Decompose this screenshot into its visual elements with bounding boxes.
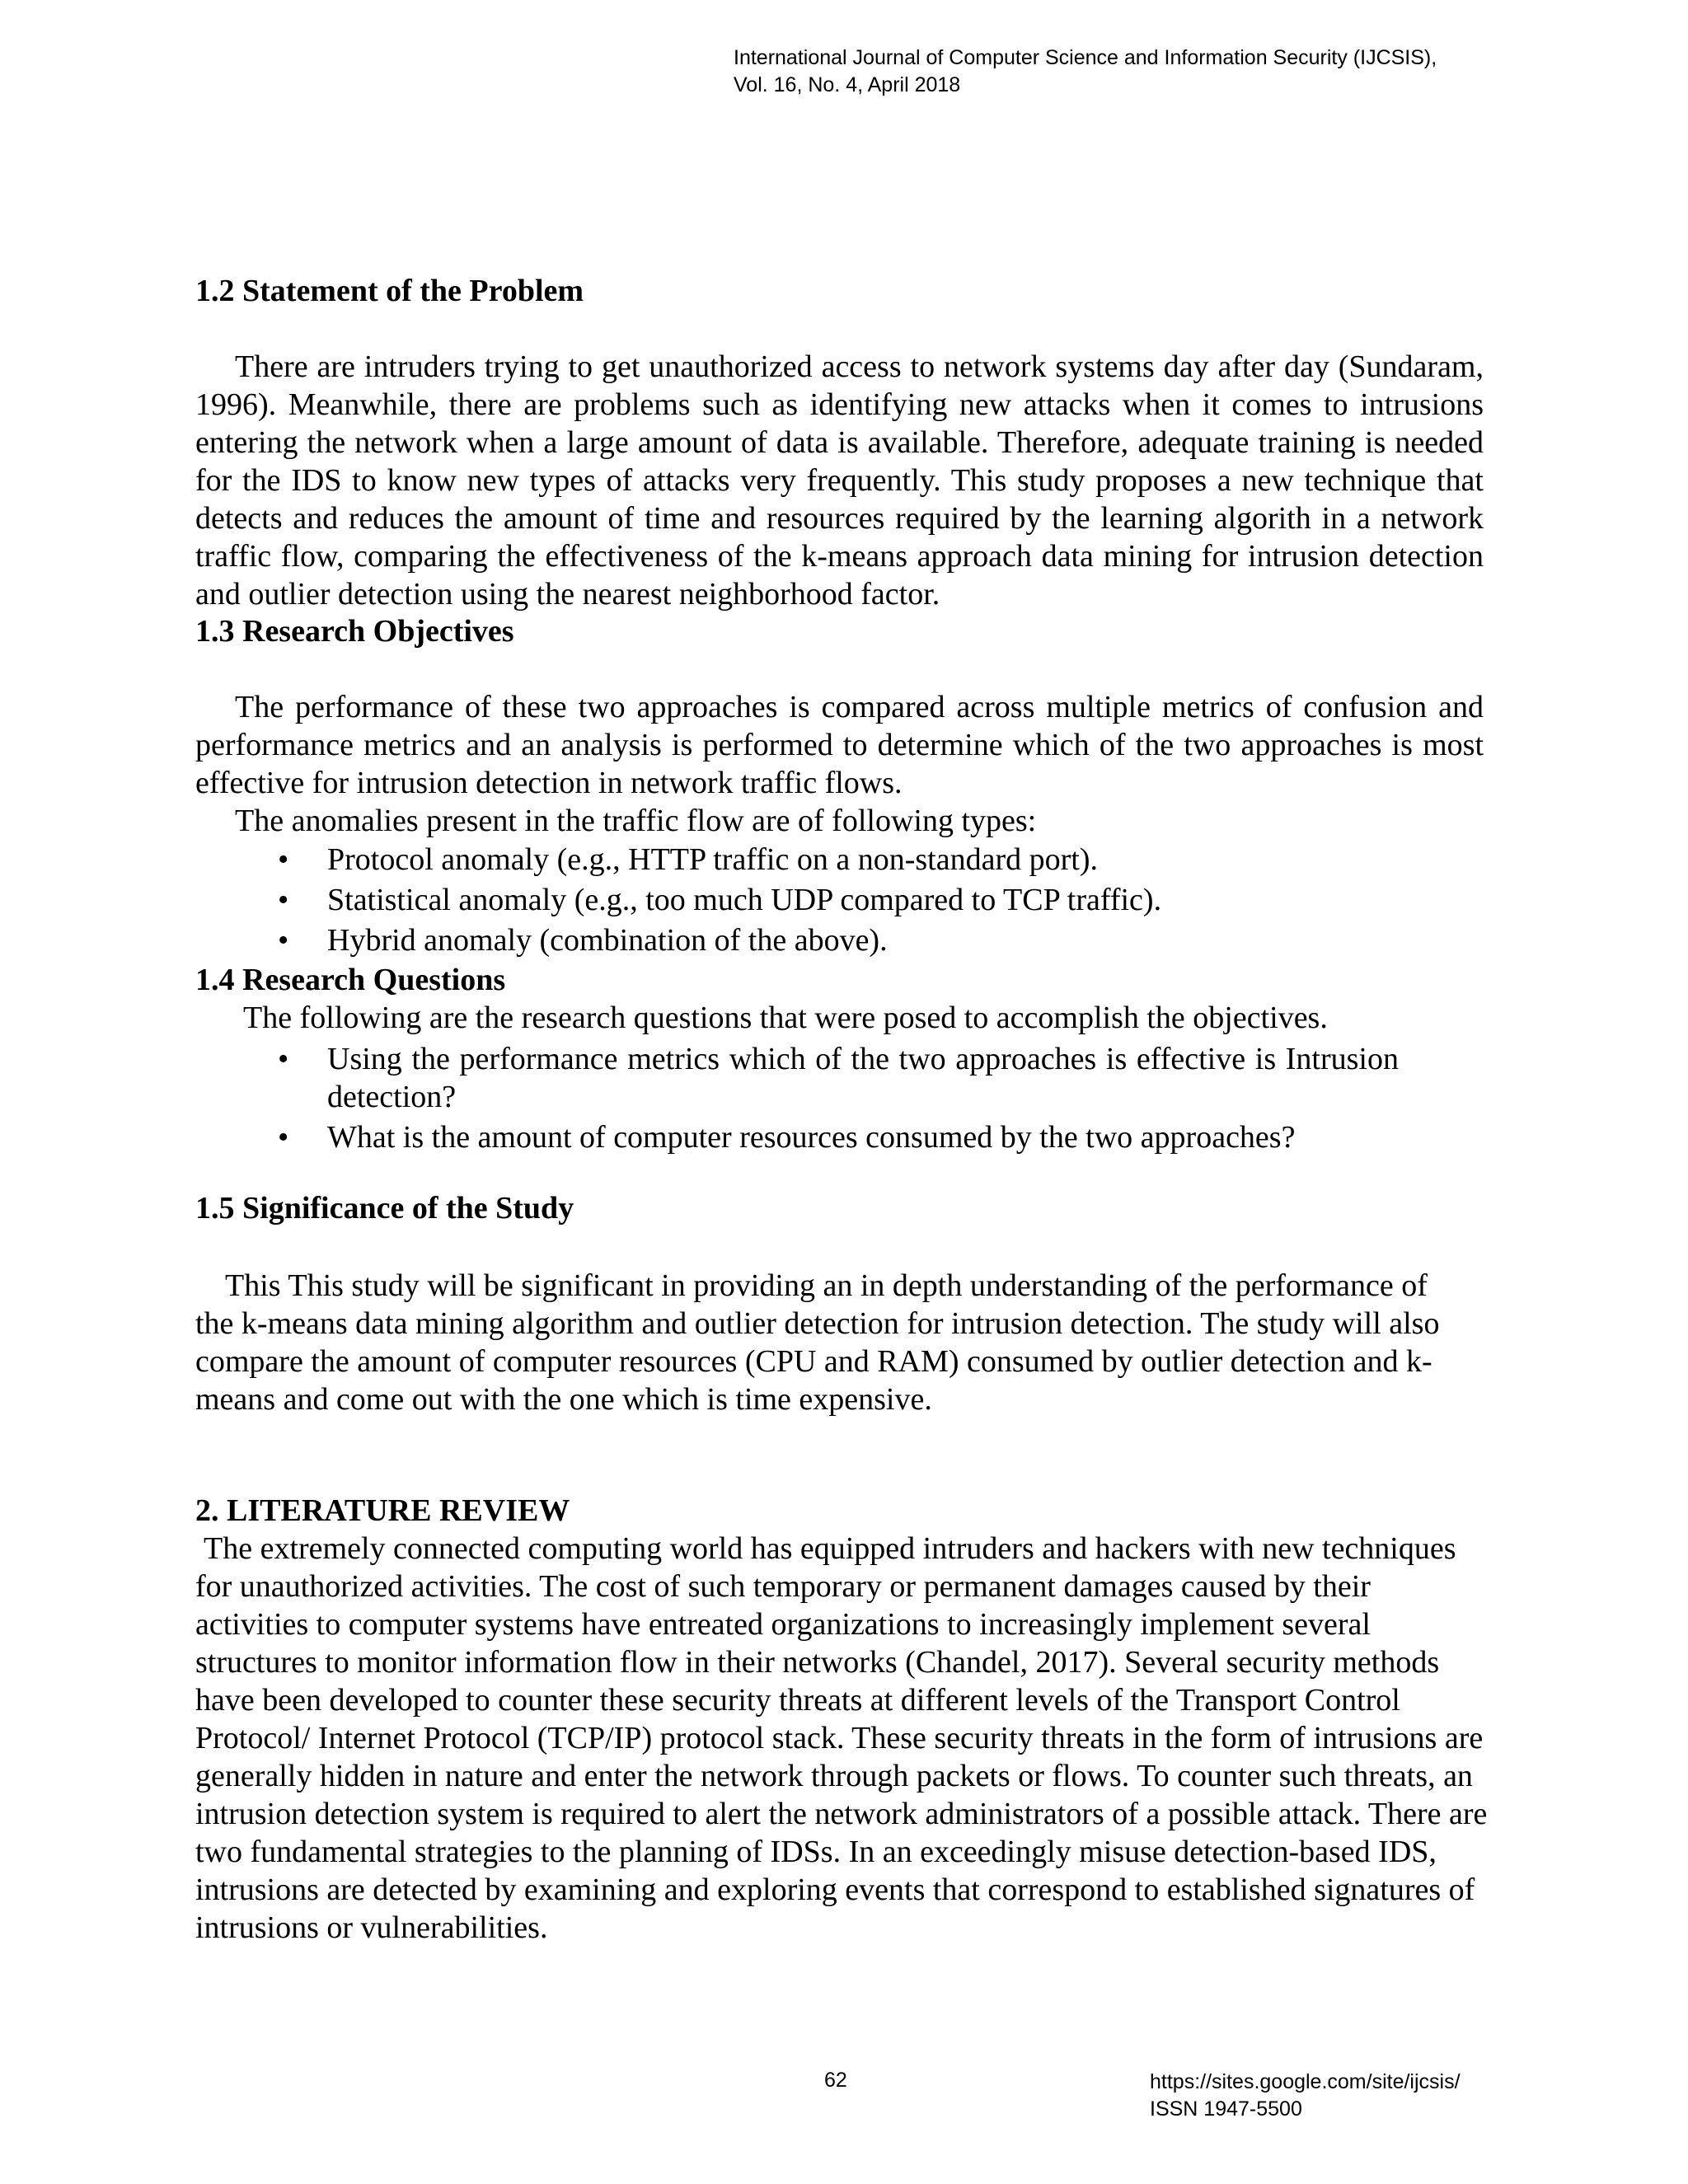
section-1-3-paragraph: The performance of these two approaches is compared across multiple metrics of confusion and performance metrics and an analysis is performed to determine which of the two approaches is most effective for intrusion detection in network traffic flows.	[195, 690, 1484, 800]
section-1-2-paragraph: There are intruders trying to get unauthorized access to network systems day after day (Sundaram, 1996). Meanwhile, there are problems such as identifying new attacks when it comes to intrusions entering the network when a large amount of data is available. Therefore, adequate training is needed for the IDS to know new types of attacks very frequently. This study proposes a new technique that detects and reduces the amount of time and resources required by the learning algorith in a network traffic flow, comparing the effectiveness of the k-means approach data mining for intrusion detection and outlier detection using the nearest neighborhood factor.	[195, 349, 1484, 612]
footer-issn: ISSN 1947-5500	[1150, 2097, 1302, 2121]
list-item: • Hybrid anomaly (combination of the above).	[278, 923, 888, 958]
list-item: • What is the amount of computer resources consumed by the two approaches?	[278, 1120, 1296, 1155]
section-1-3-intro: The anomalies present in the traffic flow are of following types:	[235, 804, 1037, 838]
journal-header-volume: Vol. 16, No. 4, April 2018	[734, 73, 961, 96]
page-number: 62	[824, 2069, 847, 2092]
footer-url: https://sites.google.com/site/ijcsis/	[1150, 2070, 1461, 2093]
anomaly-types-list	[195, 841, 1484, 959]
section-heading-1-2: 1.2 Statement of the Problem	[195, 274, 584, 308]
section-1-4-intro: The following are the research questions that were posed to accomplish the objectives.	[243, 1001, 1328, 1035]
section-heading-1-5: 1.5 Significance of the Study	[195, 1191, 574, 1226]
section-2-paragraph: The extremely connected computing world has equipped intruders and hackers with new techniques for unauthorized activities. The cost of such temporary or permanent damages caused by their activities to computer systems have entreated organizations to increasingly implement several structures to monitor information flow in their networks (Chandel, 2017). Several security methods have been developed to counter these security threats at different levels of the Transport Control Protocol/ Internet Protocol (TCP/IP) protocol stack. These security threats in the form of intrusions are generally hidden in nature and enter the network through packets or flows. To counter such threats, an intrusion detection system is required to alert the network administrators of a possible attack. There are two fundamental strategies to the planning of IDSs. In an exceedingly misuse detection-based IDS, intrusions are detected by examining and exploring events that correspond to established signatures of intrusions or vulnerabilities.	[195, 1531, 1488, 1945]
bullet-icon: •	[278, 923, 289, 958]
list-item: • Statistical anomaly (e.g., too much UDP compared to TCP traffic).	[278, 883, 1162, 917]
footer-info	[1150, 2069, 1461, 2123]
journal-header-title: International Journal of Computer Science and Information Security (IJCSIS),	[734, 46, 1437, 69]
bullet-icon: •	[278, 1120, 289, 1155]
section-heading-2: 2. LITERATURE REVIEW	[195, 1493, 570, 1528]
list-item: • Using the performance metrics which of the two approaches is effective is Intrusion detection?	[278, 1042, 1399, 1114]
bullet-icon: •	[278, 842, 289, 877]
list-item: • Protocol anomaly (e.g., HTTP traffic on a non-standard port).	[278, 842, 1098, 877]
section-heading-1-3: 1.3 Research Objectives	[195, 614, 514, 649]
section-1-5-paragraph: This This study will be significant in providing an in depth understanding of the performance of the k-means data mining algorithm and outlier detection for intrusion detection. The study will also compare the amount of computer resources (CPU and RAM) consumed by outlier detection and k-means and come out with the one which is time expensive.	[195, 1268, 1440, 1417]
bullet-icon: •	[278, 1042, 289, 1076]
bullet-icon: •	[278, 883, 289, 917]
research-questions-list	[195, 1040, 1484, 1156]
journal-header	[734, 45, 1437, 99]
section-heading-1-4: 1.4 Research Questions	[195, 963, 506, 997]
